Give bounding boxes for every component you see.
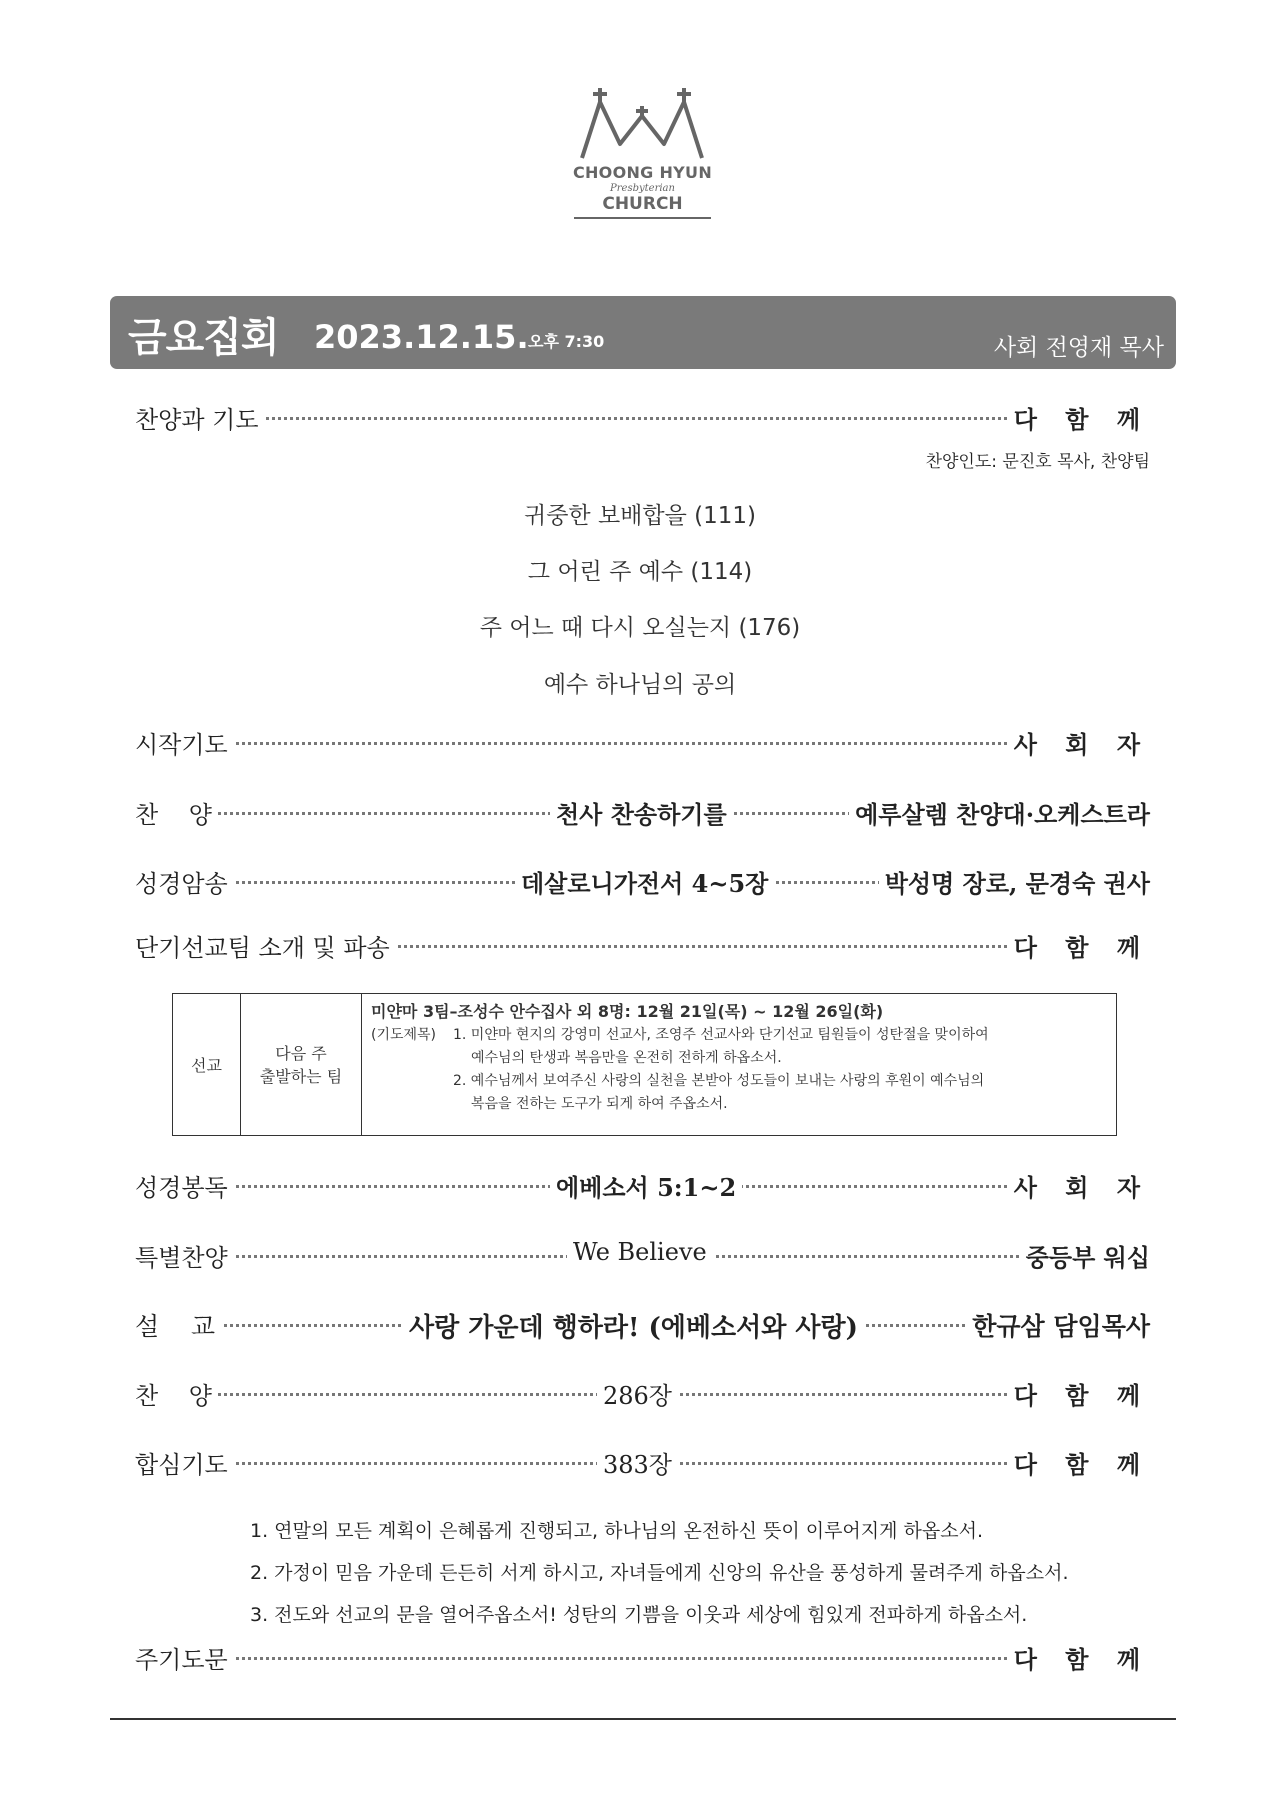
order-center: 데살로니가전서 4~5장	[515, 864, 774, 899]
order-right: 한규삼 담임목사	[966, 1307, 1150, 1343]
order-right: 다 함 께	[1008, 400, 1150, 435]
order-row-memorization	[135, 864, 1150, 902]
prayer-topic-1a: 1. 미얀마 현지의 강영미 선교사, 조영주 선교사와 단기선교 팀원들이 성탄절을 맞이하여	[453, 1027, 989, 1043]
mission-details	[371, 1000, 1111, 1116]
order-right: 다 함 께	[1008, 1640, 1150, 1675]
order-label: 주기도문	[135, 1640, 234, 1675]
order-label: 특별찬양	[135, 1238, 234, 1273]
order-right: 중등부 워십	[1020, 1238, 1150, 1273]
order-row-special-music	[135, 1238, 1150, 1276]
footer-divider	[110, 1718, 1176, 1720]
order-center: 에베소서 5:1~2	[550, 1168, 742, 1203]
prayer-item: 2. 가정이 믿음 가운데 든든히 서게 하시고, 자녀들에게 신앙의 유산을 풍성하게 물려주게 하옵소서.	[250, 1562, 1069, 1584]
order-label: 합심기도	[135, 1445, 234, 1480]
song-item: 예수 하나님의 공의	[543, 672, 737, 698]
order-label: 성경봉독	[135, 1168, 234, 1203]
order-right: 예루살렘 찬양대·오케스트라	[849, 795, 1150, 830]
service-time: 오후 7:30	[528, 332, 605, 351]
order-row-united-prayer	[135, 1445, 1150, 1483]
order-row-lords-prayer	[135, 1640, 1150, 1678]
order-right: 사 회 자	[1008, 725, 1150, 760]
service-date: 2023.12.15.	[314, 318, 529, 356]
order-right: 다 함 께	[1008, 1376, 1150, 1411]
page-title: 금요집회	[128, 315, 279, 361]
order-label: 성경암송	[135, 864, 234, 899]
mission-team-label-line2: 출발하는 팀	[259, 1066, 343, 1086]
prayer-topic-1b: 예수님의 탄생과 복음만을 온전히 전하게 하옵소서.	[471, 1050, 782, 1066]
order-label: 찬 양	[135, 795, 218, 830]
dotted-leader	[135, 417, 1150, 420]
worship-leader: 찬양인도: 문진호 목사, 찬양팀	[925, 452, 1150, 472]
order-center: 383장	[597, 1445, 678, 1480]
logo-text-church: CHURCH	[602, 194, 683, 214]
order-right: 박성명 장로, 문경숙 권사	[879, 864, 1150, 899]
order-row-sermon	[135, 1307, 1150, 1345]
prayer-item: 1. 연말의 모든 계획이 은혜롭게 진행되고, 하나님의 온전하신 뜻이 이루어지게 하옵소서.	[250, 1520, 983, 1542]
logo-text-presbyterian: Presbyterian	[610, 183, 675, 194]
song-item: 주 어느 때 다시 오실는지 (176)	[479, 615, 801, 641]
order-row-mission-team	[135, 928, 1150, 966]
logo-underline	[574, 217, 711, 219]
logo-text-choong-hyun: CHOONG HYUN	[572, 163, 713, 182]
order-label: 찬 양	[135, 1376, 218, 1411]
mission-team-label-line1: 다음 주	[275, 1043, 327, 1063]
song-item: 귀중한 보배합을 (111)	[524, 503, 756, 529]
prayer-topic-2a: 2. 예수님께서 보여주신 사랑의 실천을 본받아 성도들이 보내는 사랑의 후원이 예수님의	[453, 1073, 985, 1089]
prayer-item: 3. 전도와 선교의 문을 열어주옵소서! 성탄의 기쁨을 이웃과 세상에 힘있게 전파하게 하옵소서.	[250, 1604, 1028, 1626]
order-right: 사 회 자	[1008, 1168, 1150, 1203]
mission-table	[172, 993, 1117, 1136]
host-name: 사회 전영재 목사	[993, 335, 1164, 361]
order-label: 찬양과 기도	[135, 400, 265, 435]
prayer-topic-tag: (기도제목)	[371, 1027, 437, 1043]
order-label: 설 교	[135, 1307, 221, 1343]
mission-team-label	[241, 994, 362, 1135]
order-label: 단기선교팀 소개 및 파송	[135, 928, 396, 963]
header-banner	[110, 296, 1176, 369]
prayer-topic-1	[371, 1024, 1111, 1047]
order-right: 다 함 께	[1008, 928, 1150, 963]
order-row-hymn-2	[135, 1376, 1150, 1414]
order-center: 286장	[597, 1376, 678, 1411]
order-center: 천사 찬송하기를	[550, 795, 733, 830]
mission-heading: 미얀마 3팀–조성수 안수집사 외 8명: 12월 21일(목) ~ 12월 26일(화)	[371, 1002, 884, 1021]
mission-category: 선교	[173, 994, 241, 1135]
order-row-hymn	[135, 795, 1150, 833]
dotted-leader	[135, 1657, 1150, 1660]
order-row-worship	[135, 400, 1150, 438]
order-center: 사랑 가운데 행하라! (에베소서와 사랑)	[403, 1307, 864, 1344]
song-item: 그 어린 주 예수 (114)	[527, 559, 753, 585]
dotted-leader	[135, 742, 1150, 745]
prayer-topic-2b: 복음을 전하는 도구가 되게 하여 주옵소서.	[471, 1096, 728, 1112]
cross-towers-icon	[570, 88, 715, 160]
order-label: 시작기도	[135, 725, 234, 760]
order-center: We Believe	[567, 1238, 713, 1266]
church-logo	[570, 88, 715, 223]
order-row-opening-prayer	[135, 725, 1150, 763]
order-row-scripture	[135, 1168, 1150, 1206]
order-right: 다 함 께	[1008, 1445, 1150, 1480]
